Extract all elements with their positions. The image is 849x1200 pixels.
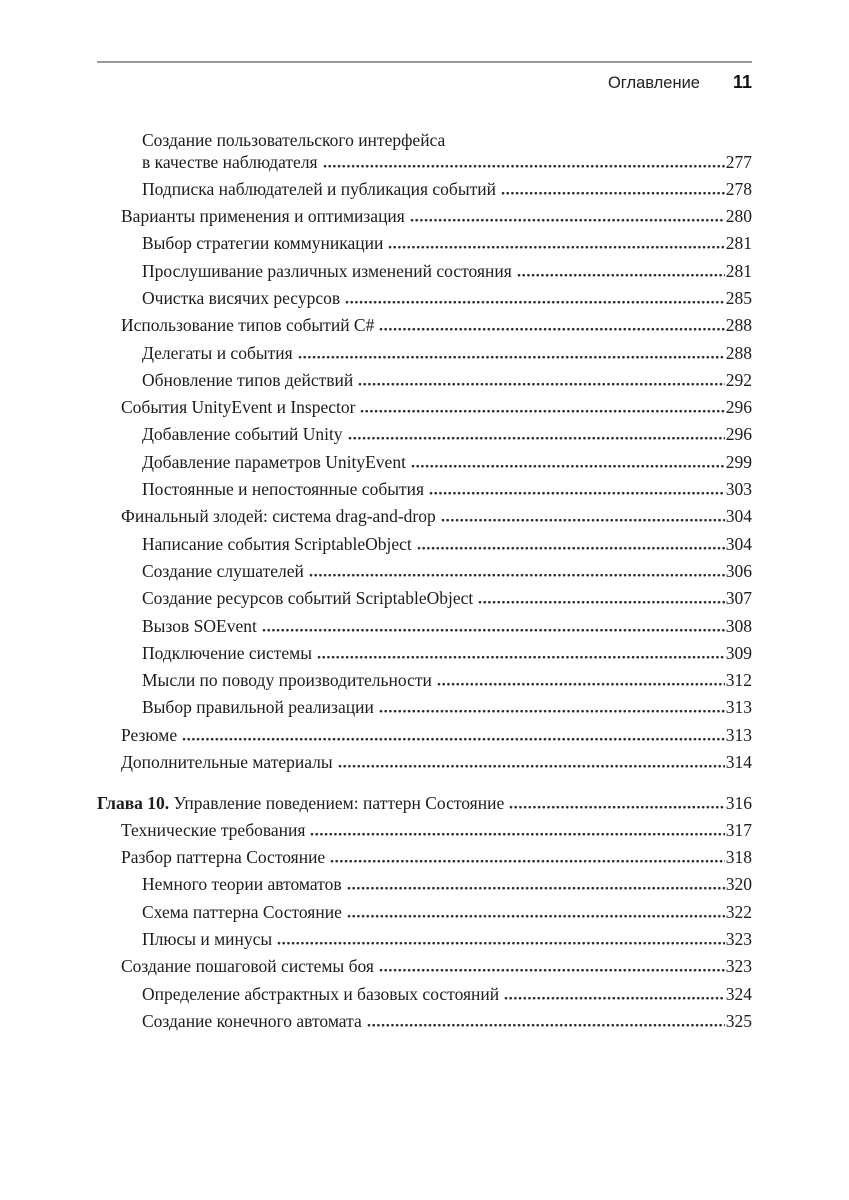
toc-entry-page-number: 285 [725, 287, 752, 308]
toc-entry-label: Создание пошаговой системы боя [121, 956, 374, 977]
dotted-leader [367, 1023, 725, 1027]
toc-entry-row [121, 206, 752, 228]
toc-entry-row [142, 616, 752, 638]
toc-entry-label: Обновление типов действий [142, 369, 354, 390]
toc-entry-page-number: 323 [725, 956, 752, 977]
toc-entry-row [142, 534, 752, 556]
toc-entry-page-number: 292 [725, 369, 752, 390]
toc-entry-row [142, 984, 752, 1006]
toc-entry-page-number: 316 [725, 792, 752, 813]
toc-entry [142, 588, 752, 610]
toc-entry-page-number: 317 [725, 819, 752, 840]
toc-entry-label: Немного теории автоматов [142, 874, 342, 895]
dotted-leader [310, 832, 724, 836]
toc-entry [97, 793, 752, 815]
dotted-leader [379, 968, 725, 972]
toc-entry-page-number: 322 [725, 901, 752, 922]
toc-entry-label: Дополнительные материалы [121, 752, 333, 773]
toc-entry-row [121, 956, 752, 978]
toc-entry-label: Делегаты и события [142, 342, 293, 363]
toc-entry-row [142, 902, 752, 924]
dotted-leader [338, 764, 725, 768]
dotted-leader [345, 300, 725, 304]
toc-entry [142, 233, 752, 255]
toc-entry-page-number: 280 [725, 206, 752, 227]
toc-entry-page-number: 323 [725, 929, 752, 950]
toc-entry-page-number: 296 [725, 424, 752, 445]
toc-entry-page-number: 281 [725, 260, 752, 281]
toc-entry [142, 1011, 752, 1033]
chapter-prefix: Глава 10. [97, 792, 174, 813]
toc-entry-label: Управление поведением: паттерн Состояние [173, 792, 505, 813]
toc-entry-page-number: 313 [725, 697, 752, 718]
toc-entry-label: Варианты применения и оптимизация [121, 206, 405, 227]
dotted-leader [347, 914, 725, 918]
dotted-leader [360, 409, 724, 413]
toc-entry [142, 697, 752, 719]
dotted-leader [330, 859, 725, 863]
toc-entry [121, 725, 752, 747]
toc-entry [121, 506, 752, 528]
toc-entry-page-number: 304 [725, 533, 752, 554]
toc-entry-page-number: 314 [725, 752, 752, 773]
toc-entry-page-number: 312 [725, 670, 752, 691]
header-rule [97, 61, 752, 63]
toc-entry-label: Финальный злодей: система drag-and-drop [121, 506, 436, 527]
dotted-leader [348, 436, 725, 440]
toc-entry-page-number: 299 [725, 451, 752, 472]
toc-entry-label: Выбор стратегии коммуникации [142, 233, 384, 254]
toc-entry [142, 643, 752, 665]
toc-entry-label: Очистка висячих ресурсов [142, 287, 341, 308]
toc-entry-label: Постоянные и непостоянные события [142, 479, 425, 500]
dotted-leader [323, 164, 725, 168]
toc-entry-row [121, 725, 752, 747]
toc-entry-page-number: 277 [725, 151, 752, 172]
toc-entry-row [142, 929, 752, 951]
toc-entry-row [121, 506, 752, 528]
toc-entry [121, 956, 752, 978]
dotted-leader [501, 191, 725, 195]
dotted-leader [410, 218, 725, 222]
toc-entry-label: Написание события ScriptableObject [142, 533, 412, 554]
toc-entry-row [142, 233, 752, 255]
toc-entry [121, 752, 752, 774]
toc-entry [142, 902, 752, 924]
toc-entry-page-number: 309 [725, 642, 752, 663]
toc-entry-page-number: 318 [725, 847, 752, 868]
toc-entry [142, 929, 752, 951]
toc-entry-label: Подписка наблюдателей и публикация событий [142, 178, 496, 199]
dotted-leader [358, 382, 724, 386]
toc-entry [142, 424, 752, 446]
toc-entry-row [142, 152, 752, 174]
toc-entry-row [121, 752, 752, 774]
running-head [97, 72, 752, 93]
toc-entry [121, 206, 752, 228]
toc-entry [142, 343, 752, 365]
toc-entry-page-number: 296 [725, 397, 752, 418]
toc-entry-label: Подключение системы [142, 642, 313, 663]
toc-entry [142, 874, 752, 896]
toc-entry-label: Добавление событий Unity [142, 424, 343, 445]
toc-entry-page-number: 303 [725, 479, 752, 500]
page-content [97, 0, 752, 1038]
toc-entry-row [142, 670, 752, 692]
toc-list [97, 130, 752, 1032]
toc-entry-page-number: 304 [725, 506, 752, 527]
toc-entry [142, 984, 752, 1006]
toc-entry-label: в качестве наблюдателя [142, 151, 318, 172]
toc-entry-label: Прослушивание различных изменений состояния [142, 260, 512, 281]
toc-entry-row [142, 288, 752, 310]
toc-entry-row [142, 370, 752, 392]
toc-entry-page-number: 307 [725, 588, 752, 609]
toc-entry-page-number: 306 [725, 560, 752, 581]
toc-entry [121, 820, 752, 842]
toc-entry-page-number: 313 [725, 724, 752, 745]
toc-entry-page-number: 288 [725, 315, 752, 336]
toc-entry-row [121, 820, 752, 842]
dotted-leader [517, 273, 725, 277]
dotted-leader [441, 518, 725, 522]
toc-entry-label: Плюсы и минусы [142, 929, 273, 950]
dotted-leader [504, 996, 725, 1000]
toc-entry-label: Мысли по поводу производительности [142, 670, 432, 691]
toc-entry-row [121, 315, 752, 337]
toc-entry [142, 479, 752, 501]
toc-entry [142, 561, 752, 583]
toc-entry-label: Разбор паттерна Состояние [121, 847, 326, 868]
toc-entry-row [142, 424, 752, 446]
toc-entry-label: Схема паттерна Состояние [142, 901, 342, 922]
toc-entry-page-number: 281 [725, 233, 752, 254]
toc-entry-row [121, 847, 752, 869]
toc-entry-row [142, 179, 752, 201]
toc-entry-row [142, 1011, 752, 1033]
toc-entry-label: Создание ресурсов событий ScriptableObject [142, 588, 474, 609]
toc-entry [121, 315, 752, 337]
toc-entry-label: Резюме [121, 724, 178, 745]
toc-entry-label: Использование типов событий C# [121, 315, 375, 336]
toc-entry-row [142, 643, 752, 665]
dotted-leader [298, 355, 725, 359]
toc-entry-page-number: 308 [725, 615, 752, 636]
toc-entry-page-number: 320 [725, 874, 752, 895]
toc-entry-row [142, 588, 752, 610]
dotted-leader [277, 941, 725, 945]
toc-entry-label: Добавление параметров UnityEvent [142, 451, 406, 472]
running-head-page-number: 11 [732, 72, 752, 92]
toc-entry [142, 261, 752, 283]
toc-entry-page-number: 324 [725, 983, 752, 1004]
toc-entry-row [142, 874, 752, 896]
toc-entry [121, 847, 752, 869]
toc-entry-label: Создание слушателей [142, 560, 304, 581]
dotted-leader [417, 546, 725, 550]
toc-entry-label: События UnityEvent и Inspector [121, 397, 356, 418]
toc-entry-row [142, 697, 752, 719]
toc-entry-row [142, 343, 752, 365]
toc-entry [142, 670, 752, 692]
toc-entry [142, 130, 752, 173]
toc-entry-row [142, 452, 752, 474]
dotted-leader [309, 573, 725, 577]
toc-entry [142, 179, 752, 201]
toc-entry-label: Технические требования [121, 819, 306, 840]
dotted-leader [317, 655, 725, 659]
toc-entry-row [142, 261, 752, 283]
dotted-leader [379, 709, 725, 713]
toc-entry [142, 370, 752, 392]
dotted-leader [182, 737, 725, 741]
toc-entry-label: Определение абстрактных и базовых состояний [142, 983, 500, 1004]
toc-entry [142, 452, 752, 474]
toc-entry-page-number: 325 [725, 1010, 752, 1031]
dotted-leader [411, 464, 725, 468]
dotted-leader [379, 327, 724, 331]
toc-entry-label-line1: Создание пользовательского интерфейса [142, 130, 446, 150]
dotted-leader [388, 245, 724, 249]
dotted-leader [347, 886, 725, 890]
toc-entry-row [142, 561, 752, 583]
toc-entry-page-number: 278 [725, 178, 752, 199]
dotted-leader [429, 491, 725, 495]
dotted-leader [262, 628, 725, 632]
dotted-leader [437, 682, 725, 686]
toc-entry [142, 534, 752, 556]
toc-entry-label: Выбор правильной реализации [142, 697, 374, 718]
toc-entry [121, 397, 752, 419]
dotted-leader [478, 600, 725, 604]
toc-entry-row [97, 793, 752, 815]
dotted-leader [509, 805, 725, 809]
toc-entry-label: Вызов SOEvent [142, 615, 257, 636]
toc-entry-row [142, 479, 752, 501]
toc-entry-page-number: 288 [725, 342, 752, 363]
toc-entry-row [121, 397, 752, 419]
toc-entry [142, 288, 752, 310]
toc-entry-label: Создание конечного автомата [142, 1010, 362, 1031]
running-head-title: Оглавление [607, 74, 700, 92]
toc-entry [142, 616, 752, 638]
